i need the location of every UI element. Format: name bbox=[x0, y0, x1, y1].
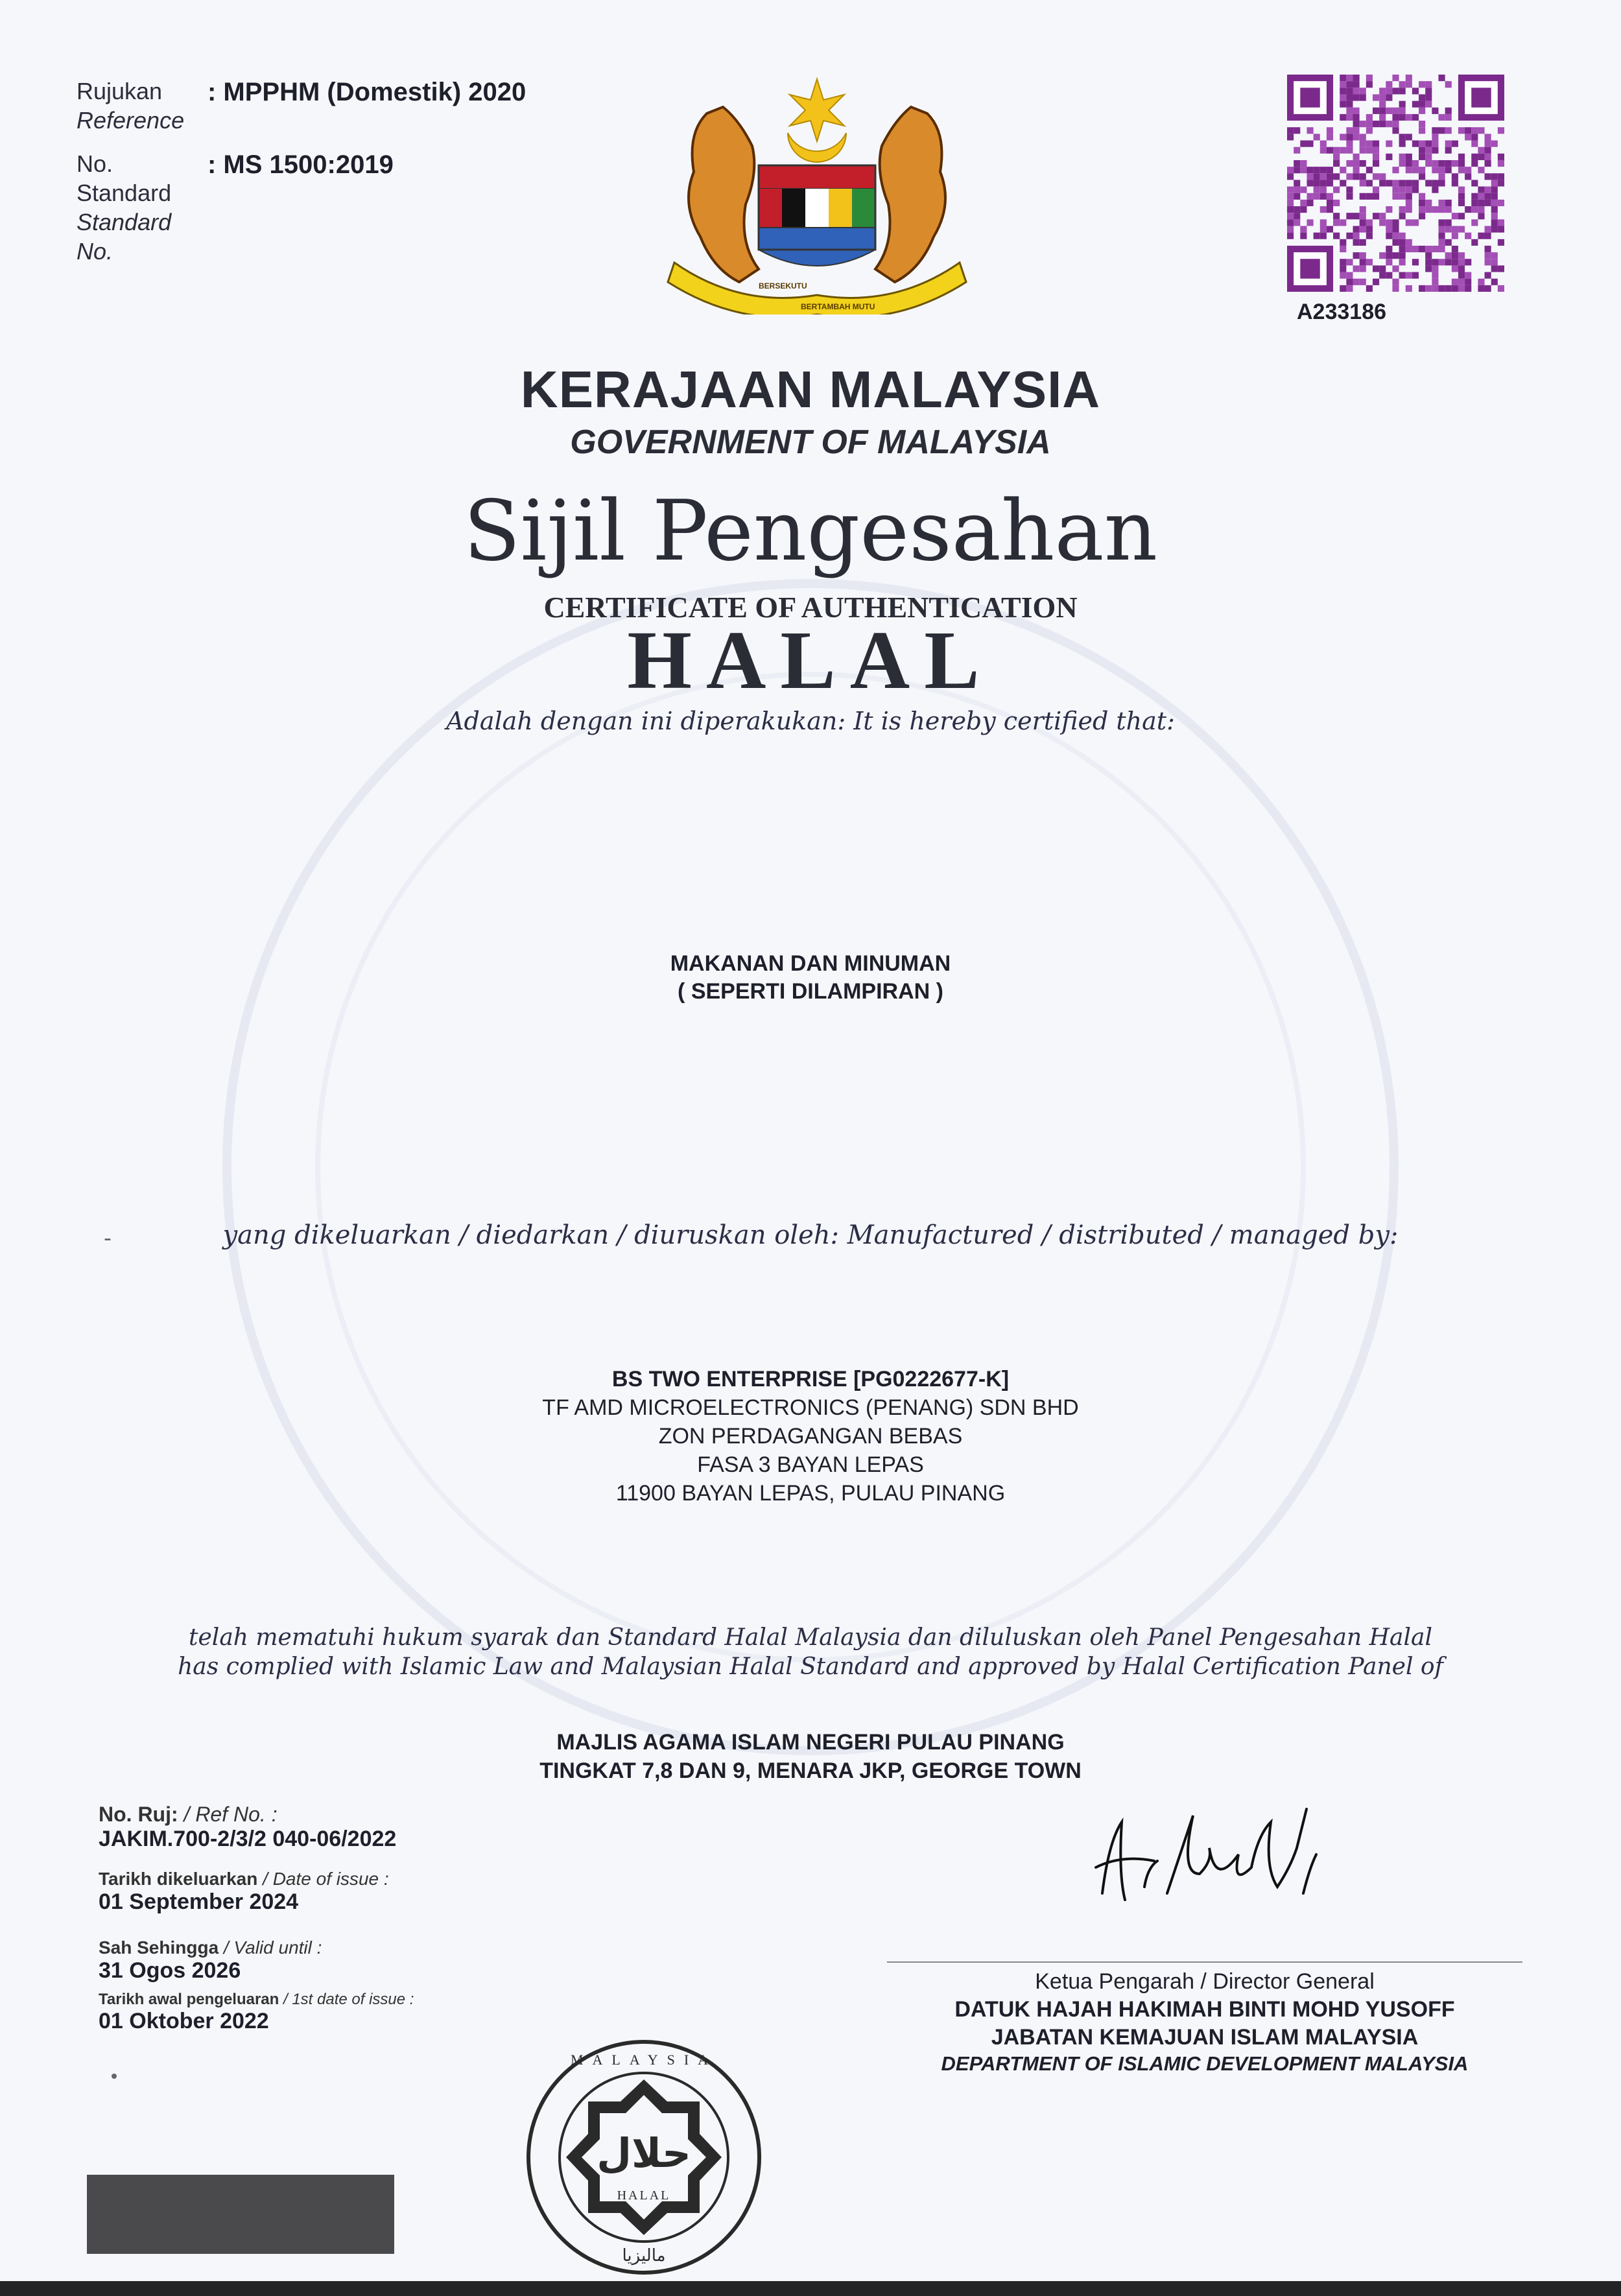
valid-until-label-ms: Sah Sehingga bbox=[99, 1937, 219, 1958]
motto-center: BERTAMBAH MUTU bbox=[801, 302, 875, 311]
issue-date-label-en: / Date of issue : bbox=[257, 1869, 389, 1889]
valid-until-label-en: / Valid until : bbox=[219, 1937, 322, 1958]
product-note: ( SEPERTI DILAMPIRAN ) bbox=[678, 979, 943, 1004]
standard-value: : MS 1500:2019 bbox=[207, 150, 394, 179]
signatory-block bbox=[887, 1968, 1522, 2077]
ref-no-block bbox=[99, 1803, 396, 1852]
seal-label: HALAL bbox=[617, 2188, 671, 2203]
issue-date-value: 01 September 2024 bbox=[99, 1889, 299, 1914]
valid-until-value: 31 Ogos 2026 bbox=[99, 1958, 241, 1983]
reference-label: Rujukan Reference bbox=[77, 78, 185, 134]
company-address-line-3: FASA 3 BAYAN LEPAS bbox=[697, 1452, 924, 1477]
government-title-ms: KERAJAAN MALAYSIA bbox=[520, 361, 1101, 418]
first-issue-block bbox=[99, 1991, 414, 2034]
certified-statement: Adalah dengan ini diperakukan: It is hereby certified that: bbox=[446, 707, 1175, 735]
qr-code bbox=[1287, 75, 1504, 292]
seal-ring-text: MALAYSIA bbox=[570, 2052, 718, 2068]
signatory-title: Ketua Pengarah / Director General bbox=[1035, 1969, 1375, 1994]
signature bbox=[1083, 1796, 1342, 1926]
signatory-name: DATUK HAJAH HAKIMAH BINTI MOHD YUSOFF bbox=[954, 1997, 1455, 2022]
company-address-line-4: 11900 BAYAN LEPAS, PULAU PINANG bbox=[615, 1481, 1006, 1506]
compliance-statement-en: has complied with Islamic Law and Malaysian Halal Standard and approved by Halal Certification Panel of bbox=[178, 1653, 1443, 1680]
product-name: MAKANAN DAN MINUMAN bbox=[670, 951, 951, 976]
ref-no-value: JAKIM.700-2/3/2 040-06/2022 bbox=[99, 1827, 397, 1851]
government-title-en: GOVERNMENT OF MALAYSIA bbox=[570, 423, 1051, 461]
valid-until-block bbox=[99, 1937, 322, 1983]
council-address: TINGKAT 7,8 DAN 9, MENARA JKP, GEORGE TOWN bbox=[539, 1758, 1082, 1783]
coat-of-arms-emblem bbox=[661, 75, 973, 314]
first-issue-label-ms: Tarikh awal pengeluaran bbox=[99, 1991, 279, 2008]
certificate-title-en: CERTIFICATE OF AUTHENTICATION bbox=[543, 591, 1078, 624]
company-name: BS TWO ENTERPRISE [PG0222677-K] bbox=[611, 1367, 1010, 1391]
standard-label: No. Standard Standard No. bbox=[77, 150, 172, 265]
company-address-line-1: TF AMD MICROELECTRONICS (PENANG) SDN BHD bbox=[542, 1395, 1079, 1420]
department-en: DEPARTMENT OF ISLAMIC DEVELOPMENT MALAYSIA bbox=[941, 2052, 1469, 2075]
motto-left: BERSEKUTU bbox=[759, 281, 807, 290]
ref-no-label-ms: No. Ruj: bbox=[99, 1803, 178, 1826]
ref-no-label-en: / Ref No. : bbox=[178, 1803, 278, 1826]
issue-date-label-ms: Tarikh dikeluarkan bbox=[99, 1869, 258, 1889]
council-name: MAJLIS AGAMA ISLAM NEGERI PULAU PINANG bbox=[556, 1730, 1065, 1755]
seal-center-text: حلال bbox=[597, 2129, 691, 2177]
seal-bottom-text: ماليزيا bbox=[622, 2246, 666, 2266]
first-issue-value: 01 Oktober 2022 bbox=[99, 2009, 269, 2033]
compliance-statement-ms: telah mematuhi hukum syarak dan Standard Halal Malaysia dan diluluskan oleh Panel Pengesahan Halal bbox=[189, 1624, 1432, 1651]
first-issue-label-en: / 1st date of issue : bbox=[279, 1991, 414, 2008]
certificate-title-ms: Sijil Pengesahan bbox=[463, 483, 1158, 580]
company-address-line-2: ZON PERDAGANGAN BEBAS bbox=[658, 1424, 963, 1449]
signature-line bbox=[887, 1961, 1522, 1963]
department-ms: JABATAN KEMAJUAN ISLAM MALAYSIA bbox=[991, 2025, 1419, 2050]
bottom-edge-bar bbox=[0, 2281, 1621, 2296]
issue-date-block bbox=[99, 1869, 389, 1915]
mark-dot bbox=[112, 2074, 117, 2079]
manufactured-statement: yang dikeluarkan / diedarkan / diuruskan oleh: Manufactured / distributed / managed by: bbox=[222, 1220, 1399, 1250]
serial-number: A233186 bbox=[1297, 300, 1387, 324]
redacted-block bbox=[87, 2175, 394, 2254]
halal-title: HALAL bbox=[627, 614, 994, 706]
reference-value: : MPPHM (Domestik) 2020 bbox=[207, 78, 527, 106]
halal-seal-logo bbox=[524, 2037, 764, 2277]
dash-marker: - bbox=[104, 1224, 112, 1251]
